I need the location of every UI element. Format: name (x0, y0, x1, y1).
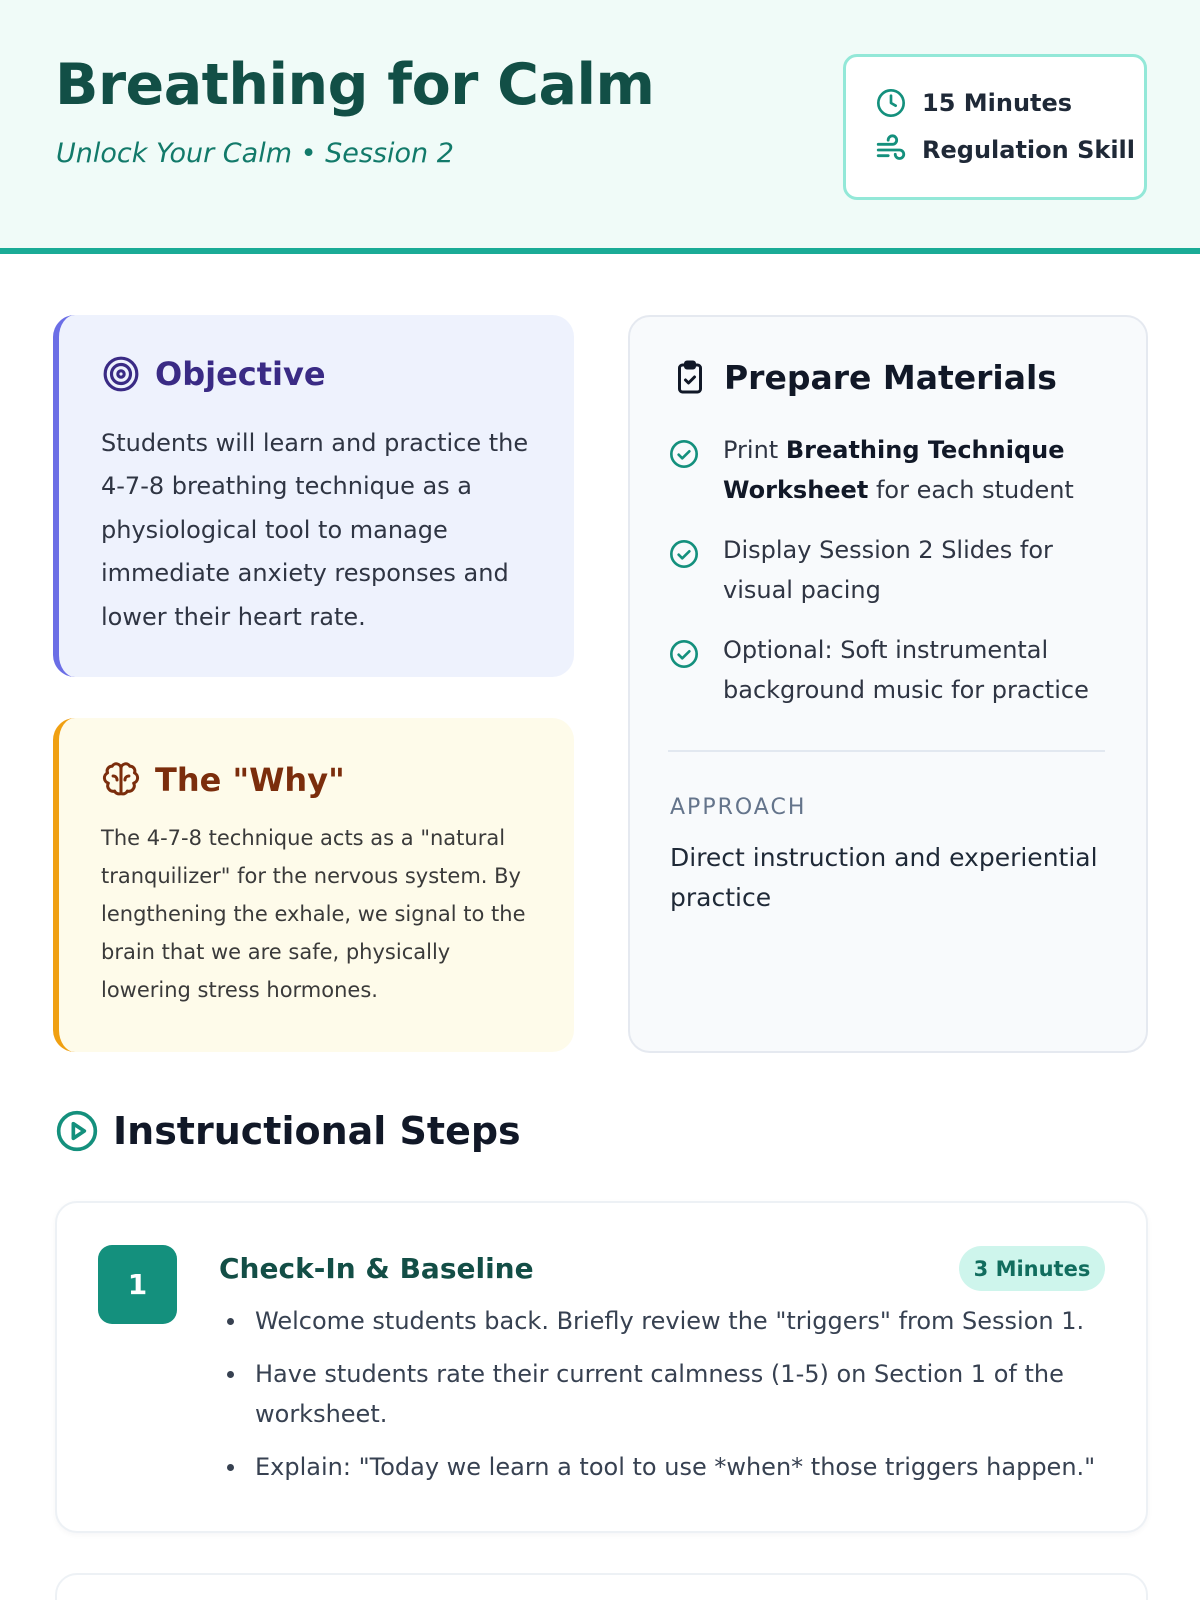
step-bullets (222, 1301, 1102, 1500)
materials-list (668, 430, 1108, 730)
step-card-next (55, 1573, 1148, 1600)
material-text-pre: Print (723, 436, 786, 464)
why-heading-text: The "Why" (155, 761, 345, 799)
steps-heading-text: Instructional Steps (113, 1109, 521, 1153)
why-text: The 4-7-8 technique acts as a "natural tranquilizer" for the nervous system. By lengthening the exhale, we signal to the brain that we are safe, physically lowering stress hormones. (101, 826, 526, 1002)
check-circle-icon (668, 438, 700, 470)
objective-text: Students will learn and practice the 4-7-8 breathing technique as a physiological tool to manage immediate anxiety responses and lower their heart rate. (101, 429, 529, 631)
page-title: Breathing for Calm (55, 52, 655, 118)
step-title: Check-In & Baseline (219, 1252, 534, 1285)
brain-icon (101, 760, 141, 800)
approach-text: Direct instruction and experiential practice (670, 843, 1098, 912)
material-text: Display Session 2 Slides for visual pacing (723, 536, 1053, 604)
duration-text: 15 Minutes (922, 89, 1073, 117)
materials-card (628, 315, 1148, 1053)
material-item (668, 430, 1108, 510)
materials-divider (668, 750, 1105, 752)
why-card (53, 718, 574, 1052)
material-text-bold: Breathing Technique Worksheet (723, 436, 1065, 504)
objective-heading (101, 354, 326, 394)
target-icon (101, 354, 141, 394)
clipboard-check-icon (670, 357, 710, 397)
objective-card (53, 315, 574, 677)
lesson-header (0, 0, 1200, 254)
page-subtitle: Unlock Your Calm • Session 2 (56, 138, 454, 169)
step-card (55, 1201, 1148, 1533)
lesson-meta-box (843, 54, 1147, 200)
materials-heading (670, 357, 1057, 397)
wind-icon (874, 133, 908, 167)
skill-meta (874, 133, 1135, 167)
check-circle-icon (668, 538, 700, 570)
material-text: Optional: Soft instrumental background music for practice (723, 636, 1089, 704)
skill-text: Regulation Skill (922, 136, 1135, 164)
objective-heading-text: Objective (155, 355, 326, 393)
material-item (668, 630, 1108, 710)
check-circle-icon (668, 638, 700, 670)
step-duration-badge: 3 Minutes (959, 1246, 1105, 1291)
material-text-post: for each student (868, 476, 1074, 504)
step-bullet: Welcome students back. Briefly review the "triggers" from Session 1. (222, 1301, 1102, 1341)
materials-heading-text: Prepare Materials (724, 357, 1057, 397)
step-number: 1 (98, 1245, 177, 1324)
approach-label: APPROACH (670, 795, 807, 820)
step-bullet: Have students rate their current calmness (1-5) on Section 1 of the worksheet. (222, 1354, 1102, 1434)
why-heading (101, 760, 345, 800)
steps-heading (55, 1109, 521, 1153)
clock-icon (874, 86, 908, 120)
material-item (668, 530, 1108, 610)
step-bullet: Explain: "Today we learn a tool to use *when* those triggers happen." (222, 1447, 1102, 1487)
duration-meta (874, 86, 1072, 120)
play-circle-icon (55, 1109, 99, 1153)
